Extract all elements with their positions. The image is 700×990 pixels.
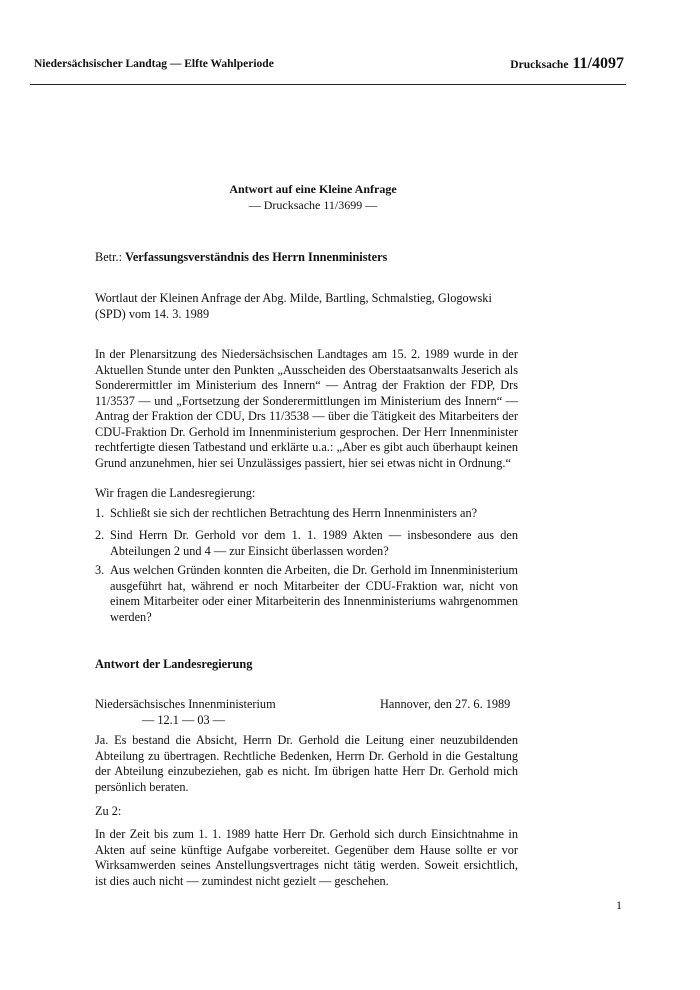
question-item	[95, 528, 518, 559]
header-drucksache-label: Drucksache	[510, 59, 569, 71]
subject-line	[95, 250, 518, 266]
answer-heading: Antwort der Landesregierung	[95, 657, 253, 671]
place-date: Hannover, den 27. 6. 1989	[380, 697, 511, 711]
file-reference: — 12.1 — 03 —	[142, 713, 226, 727]
ministry-name: Niedersächsisches Innenministerium	[95, 697, 276, 711]
question-number: 2.	[95, 528, 105, 542]
question-item	[95, 563, 518, 625]
document-title: Antwort auf eine Kleine Anfrage	[229, 182, 397, 196]
header-rule	[30, 84, 626, 85]
answer-1: Ja. Es bestand die Absicht, Herrn Dr. Gerhold die Leitung einer neuzubildenden Abteilung zu übertragen. Rechtliche Bedenken, Herrn Dr. Gerhold in die Gestaltung der Abteilung einzubeziehen, gab es nicht. Im übrigen hatte Herr Dr. Gerhold mich persönlich beraten.	[95, 733, 518, 794]
header-drucksache-number: 11/4097	[572, 55, 624, 72]
question-intro: Wir fragen die Landesregierung:	[95, 486, 256, 500]
question-text: Aus welchen Gründen konnten die Arbeiten, die Dr. Gerhold im Innenministerium ausgeführt hat, während er noch Mitarbeiter der CDU-Fraktion war, nicht von einem Mitarbeiter oder einer Mitarbeiterin des Innenministeriums wahrgenommen werden?	[110, 563, 518, 624]
answer-2-label: Zu 2:	[95, 804, 122, 818]
header-drucksache	[510, 55, 624, 73]
answer-2: In der Zeit bis zum 1. 1. 1989 hatte Herr Dr. Gerhold sich durch Einsichtnahme in Akten auf seine künftige Aufgabe vorbereitet. Gegenüber dem Hause sollte er vor Wirksamwerden seines Anstellungsvertrages nicht tätig werden. Soweit ersichtlich, ist dies auch nicht — zumindest nicht gezielt — geschehen.	[95, 827, 518, 888]
question-item	[95, 506, 518, 522]
inquiry-wording: Wortlaut der Kleinen Anfrage der Abg. Milde, Bartling, Schmalstieg, Glogowski (SPD) vom 14. 3. 1989	[95, 291, 492, 321]
question-number: 3.	[95, 563, 105, 577]
document-subtitle: — Drucksache 11/3699 —	[248, 198, 378, 212]
question-number: 1.	[95, 506, 105, 520]
question-text: Sind Herrn Dr. Gerhold vor dem 1. 1. 1989 Akten — insbesondere aus den Abteilungen 2 und 4 — zur Einsicht überlassen worden?	[110, 528, 518, 558]
header-parliament: Niedersächsischer Landtag — Elfte Wahlperiode	[34, 58, 274, 70]
inquiry-paragraph: In der Plenarsitzung des Niedersächsischen Landtages am 15. 2. 1989 wurde in der Aktuellen Stunde unter den Punkten „Ausscheiden des Oberstaatsanwalts Jeserich als Sonderermittler im Ministerium des Innern“ — Antrag der Fraktion der FDP, Drs 11/3537 — und „Fortsetzung der Sonderermittlungen im Ministerium des Innern“ — Antrag der Fraktion der CDU, Drs 11/3538 — über die Tätigkeit des Mitarbeiters der CDU-Fraktion Dr. Gerhold im Innenministerium gesprochen. Der Herr Innenminister rechtfertigte diesen Tatbestand und erklärte u.a.: „Aber es gibt auch überhaupt keinen Grund anzunehmen, hier sei Unzulässiges passiert, hier sei etwas nicht in Ordnung.“	[95, 347, 518, 470]
subject-value: Verfassungsverständnis des Herrn Innenministers	[125, 250, 388, 264]
page-number: 1	[616, 898, 622, 912]
question-text: Schließt sie sich der rechtlichen Betrachtung des Herrn Innenministers an?	[110, 506, 478, 520]
subject-label: Betr.:	[95, 250, 122, 264]
